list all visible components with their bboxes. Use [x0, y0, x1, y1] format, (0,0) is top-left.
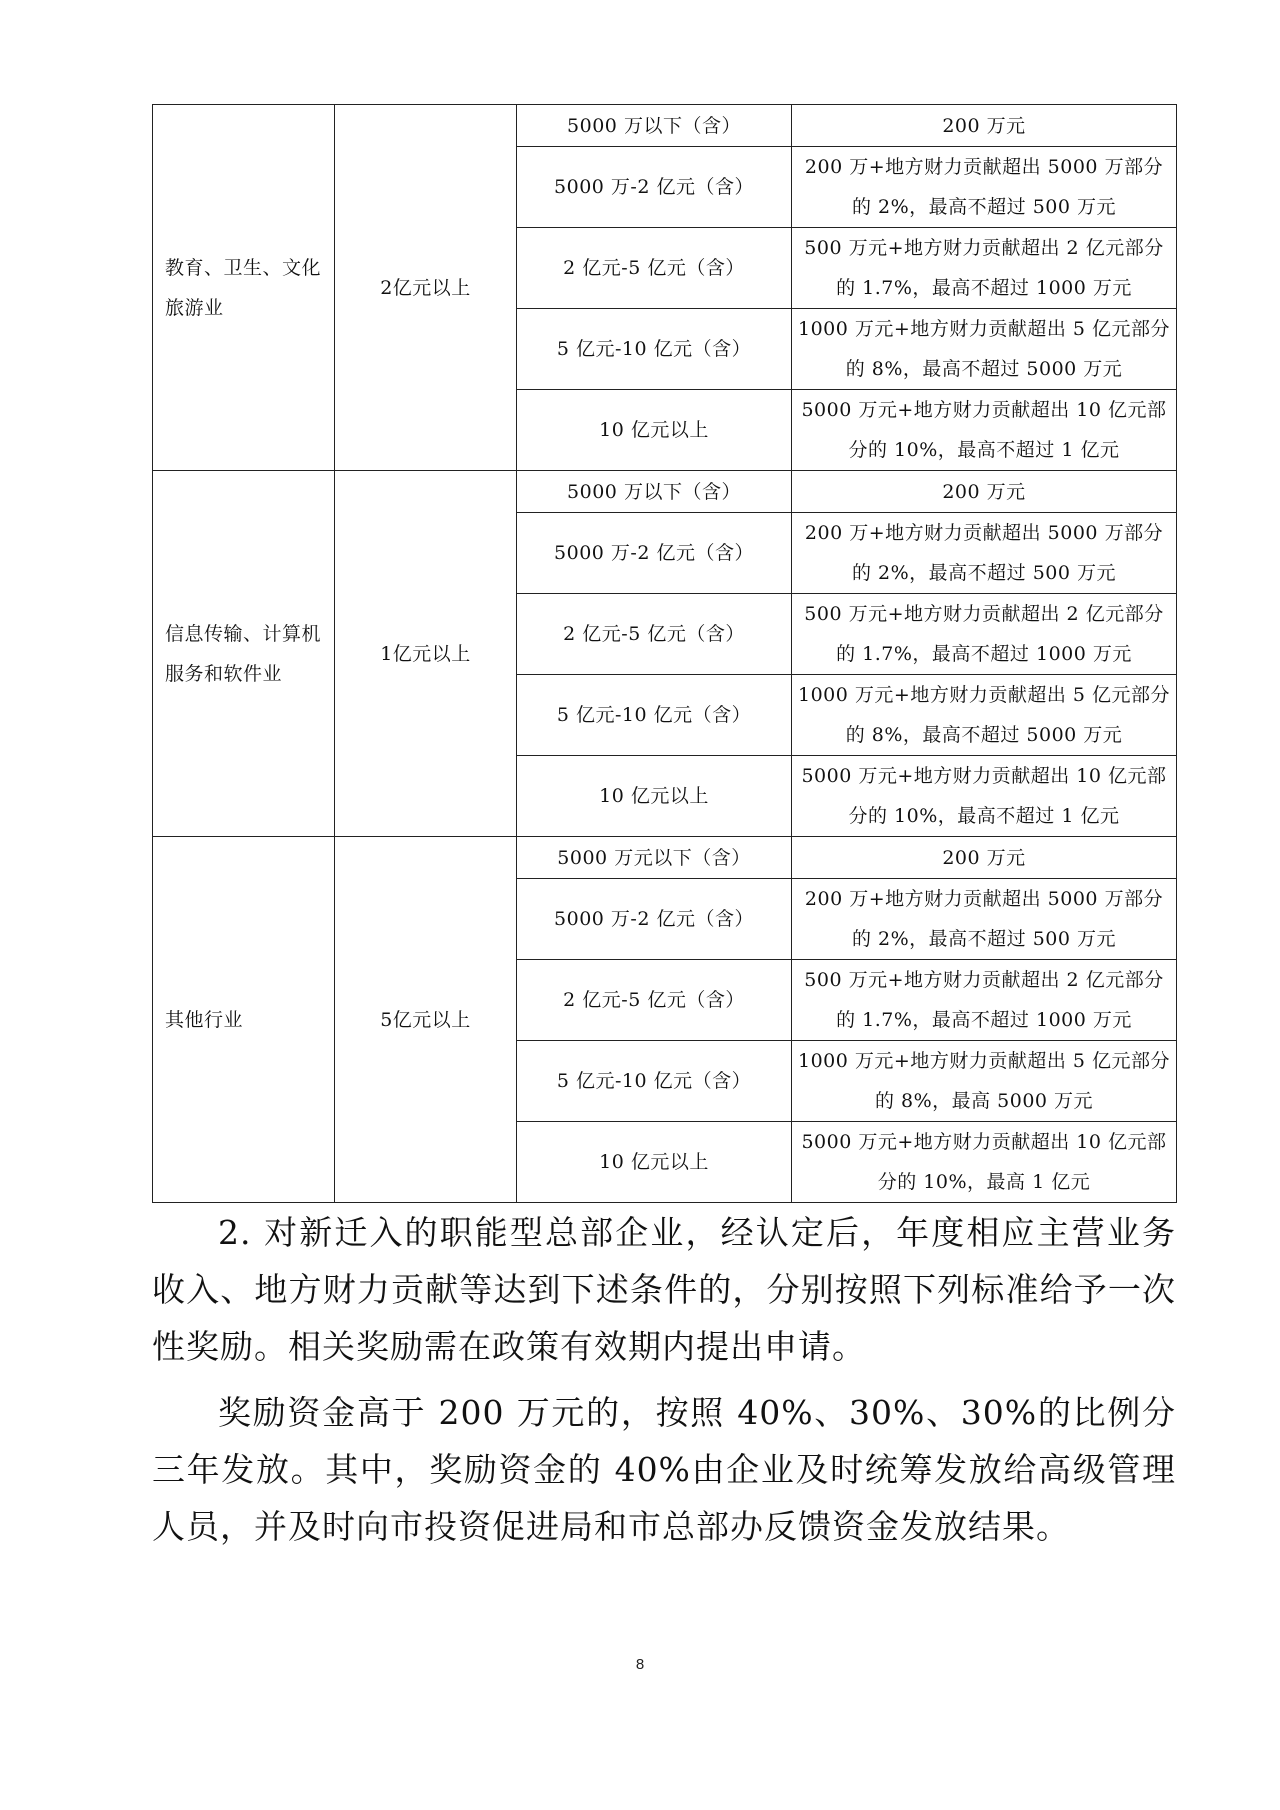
range-cell: 5000 万元以下（含）	[517, 837, 792, 879]
amount-cell: 200 万+地方财力贡献超出 5000 万部分的 2%，最高不超过 500 万元	[792, 513, 1177, 594]
range-cell: 5000 万以下（含）	[517, 471, 792, 513]
threshold-cell: 1亿元以上	[335, 471, 517, 837]
threshold-cell: 2亿元以上	[335, 105, 517, 471]
body-text	[152, 1204, 1176, 1555]
range-cell: 2 亿元-5 亿元（含）	[517, 228, 792, 309]
amount-cell: 500 万元+地方财力贡献超出 2 亿元部分的 1.7%，最高不超过 1000 万元	[792, 960, 1177, 1041]
range-cell: 5 亿元-10 亿元（含）	[517, 309, 792, 390]
range-cell: 5000 万-2 亿元（含）	[517, 879, 792, 960]
industry-cell: 信息传输、计算机服务和软件业	[153, 471, 335, 837]
page-number: 8	[635, 1656, 645, 1673]
range-cell: 2 亿元-5 亿元（含）	[517, 960, 792, 1041]
amount-cell: 500 万元+地方财力贡献超出 2 亿元部分的 1.7%，最高不超过 1000 万元	[792, 594, 1177, 675]
range-cell: 5000 万-2 亿元（含）	[517, 513, 792, 594]
amount-cell: 500 万元+地方财力贡献超出 2 亿元部分的 1.7%，最高不超过 1000 万元	[792, 228, 1177, 309]
range-cell: 10 亿元以上	[517, 756, 792, 837]
amount-cell: 200 万元	[792, 471, 1177, 513]
threshold-cell: 5亿元以上	[335, 837, 517, 1203]
reward-table-body	[153, 105, 1177, 1203]
amount-cell: 5000 万元+地方财力贡献超出 10 亿元部分的 10%，最高不超过 1 亿元	[792, 756, 1177, 837]
amount-cell: 5000 万元+地方财力贡献超出 10 亿元部分的 10%，最高 1 亿元	[792, 1122, 1177, 1203]
table-row	[153, 105, 1177, 147]
amount-cell: 1000 万元+地方财力贡献超出 5 亿元部分的 8%，最高不超过 5000 万元	[792, 309, 1177, 390]
range-cell: 5 亿元-10 亿元（含）	[517, 1041, 792, 1122]
industry-cell: 其他行业	[153, 837, 335, 1203]
reward-table	[152, 104, 1177, 1203]
amount-cell: 1000 万元+地方财力贡献超出 5 亿元部分的 8%，最高 5000 万元	[792, 1041, 1177, 1122]
range-cell: 5 亿元-10 亿元（含）	[517, 675, 792, 756]
industry-cell: 教育、卫生、文化旅游业	[153, 105, 335, 471]
paragraph: 奖励资金高于 200 万元的，按照 40%、30%、30%的比例分三年发放。其中，奖励资金的 40%由企业及时统筹发放给高级管理人员，并及时向市投资促进局和市总部办反馈资金发放结果。	[152, 1393, 1176, 1546]
amount-cell: 200 万元	[792, 105, 1177, 147]
range-cell: 5000 万以下（含）	[517, 105, 792, 147]
amount-cell: 1000 万元+地方财力贡献超出 5 亿元部分的 8%，最高不超过 5000 万元	[792, 675, 1177, 756]
amount-cell: 5000 万元+地方财力贡献超出 10 亿元部分的 10%，最高不超过 1 亿元	[792, 390, 1177, 471]
range-cell: 2 亿元-5 亿元（含）	[517, 594, 792, 675]
amount-cell: 200 万元	[792, 837, 1177, 879]
table-row	[153, 471, 1177, 513]
amount-cell: 200 万+地方财力贡献超出 5000 万部分的 2%，最高不超过 500 万元	[792, 879, 1177, 960]
range-cell: 10 亿元以上	[517, 390, 792, 471]
range-cell: 5000 万-2 亿元（含）	[517, 147, 792, 228]
amount-cell: 200 万+地方财力贡献超出 5000 万部分的 2%，最高不超过 500 万元	[792, 147, 1177, 228]
range-cell: 10 亿元以上	[517, 1122, 792, 1203]
table-row	[153, 837, 1177, 879]
paragraph: 2. 对新迁入的职能型总部企业，经认定后，年度相应主营业务收入、地方财力贡献等达到下述条件的，分别按照下列标准给予一次性奖励。相关奖励需在政策有效期内提出申请。	[152, 1213, 1176, 1366]
